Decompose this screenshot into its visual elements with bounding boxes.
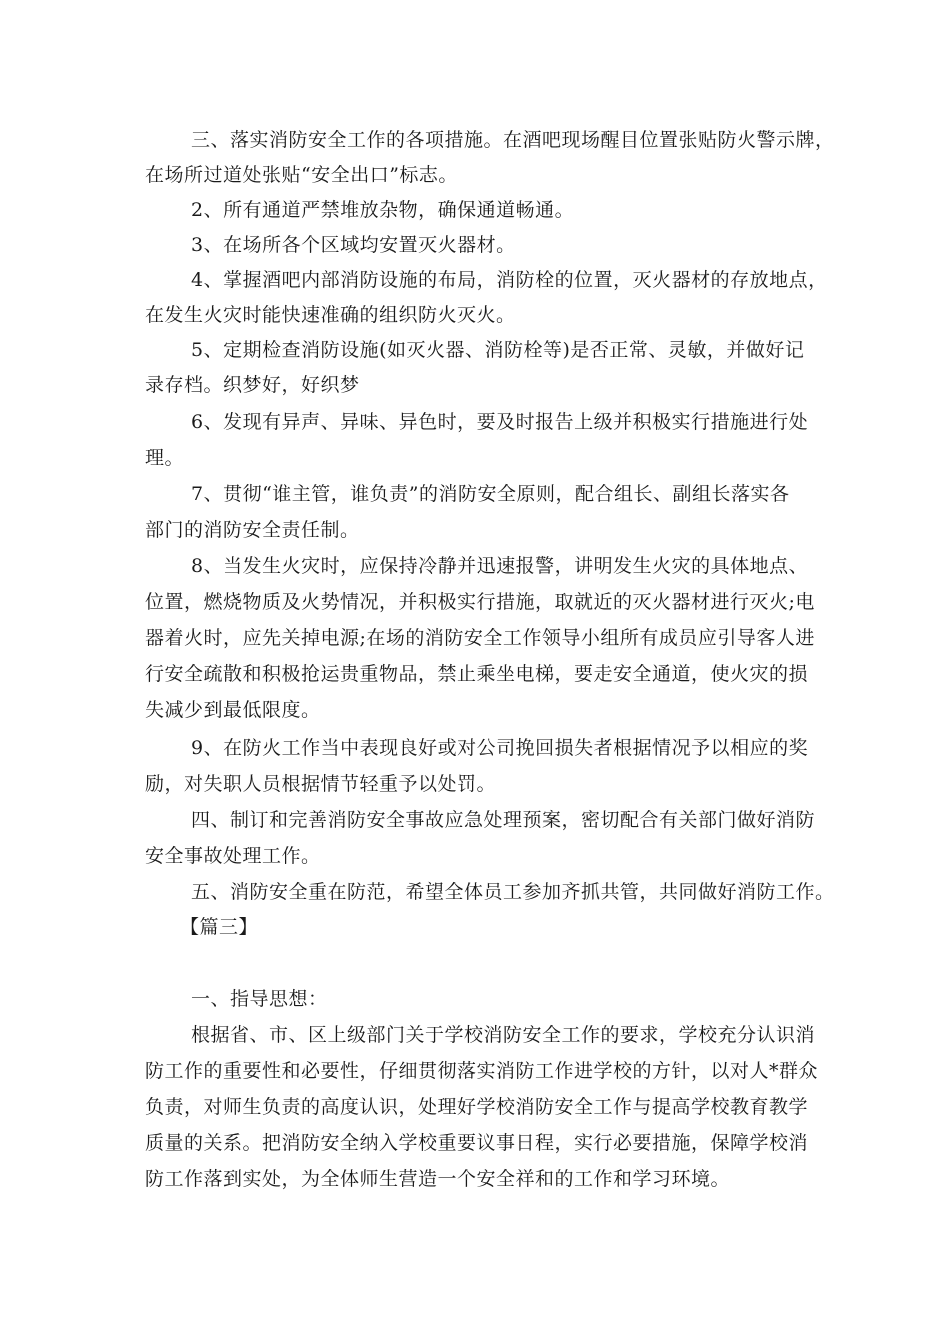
paragraph-line: 2、所有通道严禁堆放杂物，确保通道畅通。 bbox=[191, 199, 575, 221]
paragraph-line: 三、落实消防安全工作的各项措施。在酒吧现场醒目位置张贴防火警示牌， bbox=[191, 129, 835, 151]
paragraph-line: 位置，燃烧物质及火势情况，并积极实行措施，取就近的灭火器材进行灭火;电 bbox=[145, 591, 815, 613]
paragraph-line: 6、发现有异声、异味、异色时，要及时报告上级并积极实行措施进行处 bbox=[191, 411, 809, 433]
paragraph-line: 五、消防安全重在防范，希望全体员工参加齐抓共管，共同做好消防工作。 bbox=[191, 881, 835, 903]
paragraph-line: 失减少到最低限度。 bbox=[145, 699, 321, 721]
paragraph-line: 9、在防火工作当中表现良好或对公司挽回损失者根据情况予以相应的奖 bbox=[191, 737, 809, 759]
paragraph-line: 8、当发生火灾时，应保持冷静并迅速报警，讲明发生火灾的具体地点、 bbox=[191, 555, 809, 577]
paragraph-line: 在场所过道处张贴“安全出口”标志。 bbox=[145, 164, 458, 186]
paragraph-line: 5、定期检查消防设施(如灭火器、消防栓等)是否正常、灵敏，并做好记 bbox=[191, 339, 805, 361]
paragraph-line: 安全事故处理工作。 bbox=[145, 845, 321, 867]
paragraph-line: 负责，对师生负责的高度认识，处理好学校消防安全工作与提高学校教育教学 bbox=[145, 1096, 809, 1118]
paragraph-line: 4、掌握酒吧内部消防设施的布局，消防栓的位置，灭火器材的存放地点， bbox=[191, 269, 828, 291]
paragraph-line: 防工作的重要性和必要性，仔细贯彻落实消防工作进学校的方针，以对人*群众 bbox=[145, 1060, 819, 1082]
paragraph-line: 质量的关系。把消防安全纳入学校重要议事日程，实行必要措施，保障学校消 bbox=[145, 1132, 809, 1154]
paragraph-line: 录存档。织梦好，好织梦 bbox=[145, 374, 360, 396]
section-heading: 【篇三】 bbox=[180, 916, 259, 938]
paragraph-line: 行安全疏散和积极抢运贵重物品，禁止乘坐电梯，要走安全通道，使火灾的损 bbox=[145, 663, 809, 685]
paragraph-line: 励，对失职人员根据情节轻重予以处罚。 bbox=[145, 773, 497, 795]
paragraph-line: 根据省、市、区上级部门关于学校消防安全工作的要求，学校充分认识消 bbox=[191, 1024, 816, 1046]
paragraph-line: 3、在场所各个区域均安置灭火器材。 bbox=[191, 234, 516, 256]
paragraph-line: 器着火时，应先关掉电源;在场的消防安全工作领导小组所有成员应引导客人进 bbox=[145, 627, 815, 649]
paragraph-line: 四、制订和完善消防安全事故应急处理预案，密切配合有关部门做好消防 bbox=[191, 809, 816, 831]
paragraph-line: 部门的消防安全责任制。 bbox=[145, 519, 360, 541]
subsection-heading: 一、指导思想： bbox=[191, 988, 328, 1010]
paragraph-line: 理。 bbox=[145, 447, 185, 469]
paragraph-line: 在发生火灾时能快速准确的组织防火灭火。 bbox=[145, 304, 516, 326]
paragraph-line: 7、贯彻“谁主管，谁负责”的消防安全原则，配合组长、副组长落实各 bbox=[191, 483, 790, 505]
paragraph-line: 防工作落到实处，为全体师生营造一个安全祥和的工作和学习环境。 bbox=[145, 1168, 731, 1190]
